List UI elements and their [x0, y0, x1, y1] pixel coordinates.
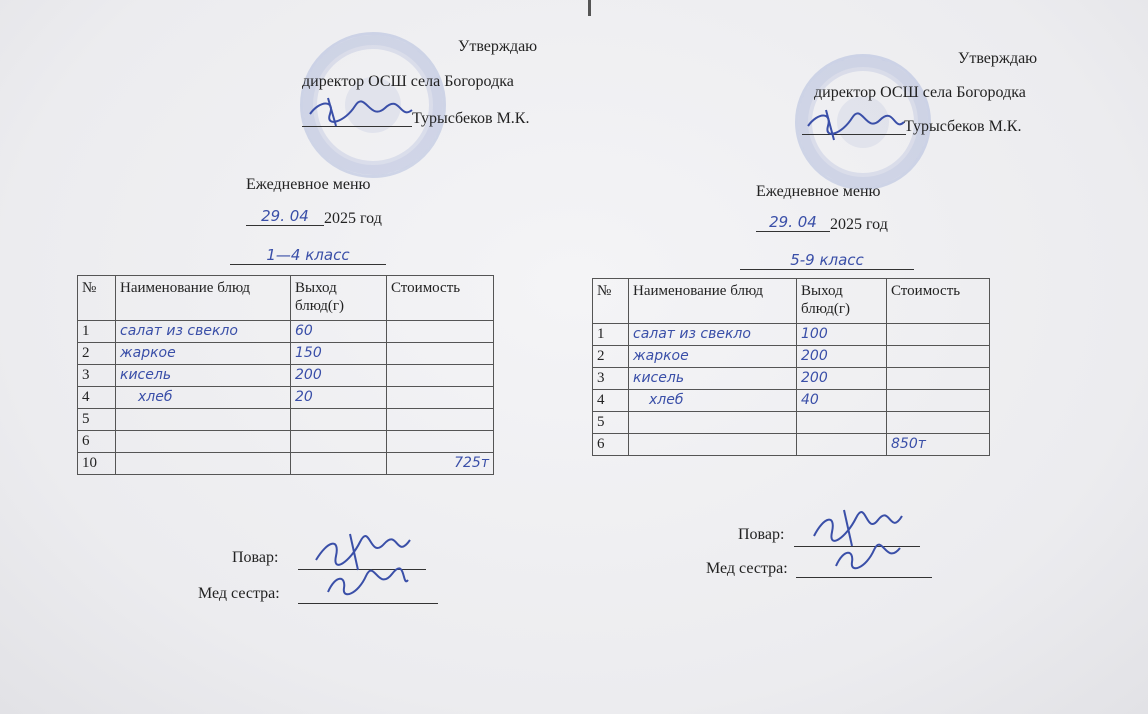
row-cost: [887, 390, 990, 412]
right-table-header-row: [593, 279, 990, 324]
right-menu-table: [592, 278, 990, 456]
left-cook-label: Повар:: [232, 549, 279, 566]
row-dish: [629, 412, 797, 434]
left-header-num: №: [78, 276, 116, 321]
row-cost: [387, 387, 494, 409]
right-nurse-label: Мед сестра:: [706, 560, 788, 577]
row-cost: [887, 368, 990, 390]
table-row: [593, 324, 990, 346]
row-dish: хлеб: [629, 390, 797, 412]
row-cost: [387, 321, 494, 343]
left-director-label: директор ОСШ села Богородка: [302, 73, 514, 90]
row-dish: жаркое: [116, 343, 291, 365]
row-cost: [887, 346, 990, 368]
row-cost-total: 850т: [887, 434, 990, 456]
row-output: 200: [797, 346, 887, 368]
row-num: 3: [78, 365, 116, 387]
right-menu-date-handwritten: 29. 04: [756, 213, 830, 232]
row-output: 20: [291, 387, 387, 409]
left-menu-table: [77, 275, 494, 475]
row-dish: [116, 431, 291, 453]
row-num: 1: [593, 324, 629, 346]
right-director-signature: [800, 104, 910, 144]
table-row: [593, 368, 990, 390]
row-output: 40: [797, 390, 887, 412]
row-output: [797, 434, 887, 456]
right-cook-label: Повар:: [738, 526, 785, 543]
left-approve-label: Утверждаю: [458, 38, 538, 55]
row-output: 100: [797, 324, 887, 346]
table-row: [78, 387, 494, 409]
table-row: [78, 431, 494, 453]
row-num: 10: [78, 453, 116, 475]
left-nurse-signature: [322, 566, 412, 600]
row-num: 3: [593, 368, 629, 390]
right-nurse-signature: [830, 540, 910, 574]
table-row-total: [593, 434, 990, 456]
row-cost-total: 725т: [387, 453, 494, 475]
row-num: 5: [78, 409, 116, 431]
table-row-total: [78, 453, 494, 475]
right-grade-handwritten: 5-9 класс: [740, 251, 914, 270]
left-table-header-row: [78, 276, 494, 321]
row-num: 6: [78, 431, 116, 453]
row-cost: [387, 365, 494, 387]
row-output: 150: [291, 343, 387, 365]
row-dish: салат из свекло: [629, 324, 797, 346]
row-dish: [116, 409, 291, 431]
left-header-cost: Стоимость: [387, 276, 494, 321]
table-row: [593, 412, 990, 434]
row-num: 2: [78, 343, 116, 365]
row-dish: жаркое: [629, 346, 797, 368]
row-dish: хлеб: [116, 387, 291, 409]
right-menu-date-year: 2025 год: [830, 216, 888, 233]
row-cost: [387, 343, 494, 365]
table-row: [593, 346, 990, 368]
row-output: [291, 453, 387, 475]
row-dish: [629, 434, 797, 456]
table-row: [78, 321, 494, 343]
row-num: 4: [593, 390, 629, 412]
left-grade-handwritten: 1—4 класс: [230, 246, 386, 265]
right-header-dish: Наименование блюд: [629, 279, 797, 324]
row-num: 4: [78, 387, 116, 409]
left-director-signature: [300, 92, 420, 132]
left-menu-title: Ежедневное меню: [246, 176, 371, 193]
row-cost: [887, 412, 990, 434]
right-director-name: Турысбеков М.К.: [904, 118, 1022, 135]
table-row: [78, 365, 494, 387]
right-header-cost: Стоимость: [887, 279, 990, 324]
row-dish: салат из свекло: [116, 321, 291, 343]
row-dish: кисель: [116, 365, 291, 387]
row-num: 2: [593, 346, 629, 368]
row-dish: кисель: [629, 368, 797, 390]
row-output: [291, 409, 387, 431]
left-menu-date-handwritten: 29. 04: [246, 207, 324, 226]
row-output: 200: [291, 365, 387, 387]
row-num: 5: [593, 412, 629, 434]
right-menu-title: Ежедневное меню: [756, 183, 881, 200]
table-row: [78, 343, 494, 365]
paper-fold-mark: [588, 0, 591, 16]
table-row: [78, 409, 494, 431]
left-header-output: Выход блюд(г): [291, 276, 387, 321]
row-cost: [387, 431, 494, 453]
right-header-num: №: [593, 279, 629, 324]
row-output: 60: [291, 321, 387, 343]
right-approve-label: Утверждаю: [958, 50, 1038, 67]
left-menu-date-year: 2025 год: [324, 210, 382, 227]
left-header-dish: Наименование блюд: [116, 276, 291, 321]
row-num: 6: [593, 434, 629, 456]
row-dish: [116, 453, 291, 475]
right-director-label: директор ОСШ села Богородка: [814, 84, 1026, 101]
row-output: [291, 431, 387, 453]
right-header-output: Выход блюд(г): [797, 279, 887, 324]
left-director-name: Турысбеков М.К.: [412, 110, 530, 127]
row-output: [797, 412, 887, 434]
table-row: [593, 390, 990, 412]
row-output: 200: [797, 368, 887, 390]
row-num: 1: [78, 321, 116, 343]
left-nurse-label: Мед сестра:: [198, 585, 280, 602]
row-cost: [887, 324, 990, 346]
row-cost: [387, 409, 494, 431]
